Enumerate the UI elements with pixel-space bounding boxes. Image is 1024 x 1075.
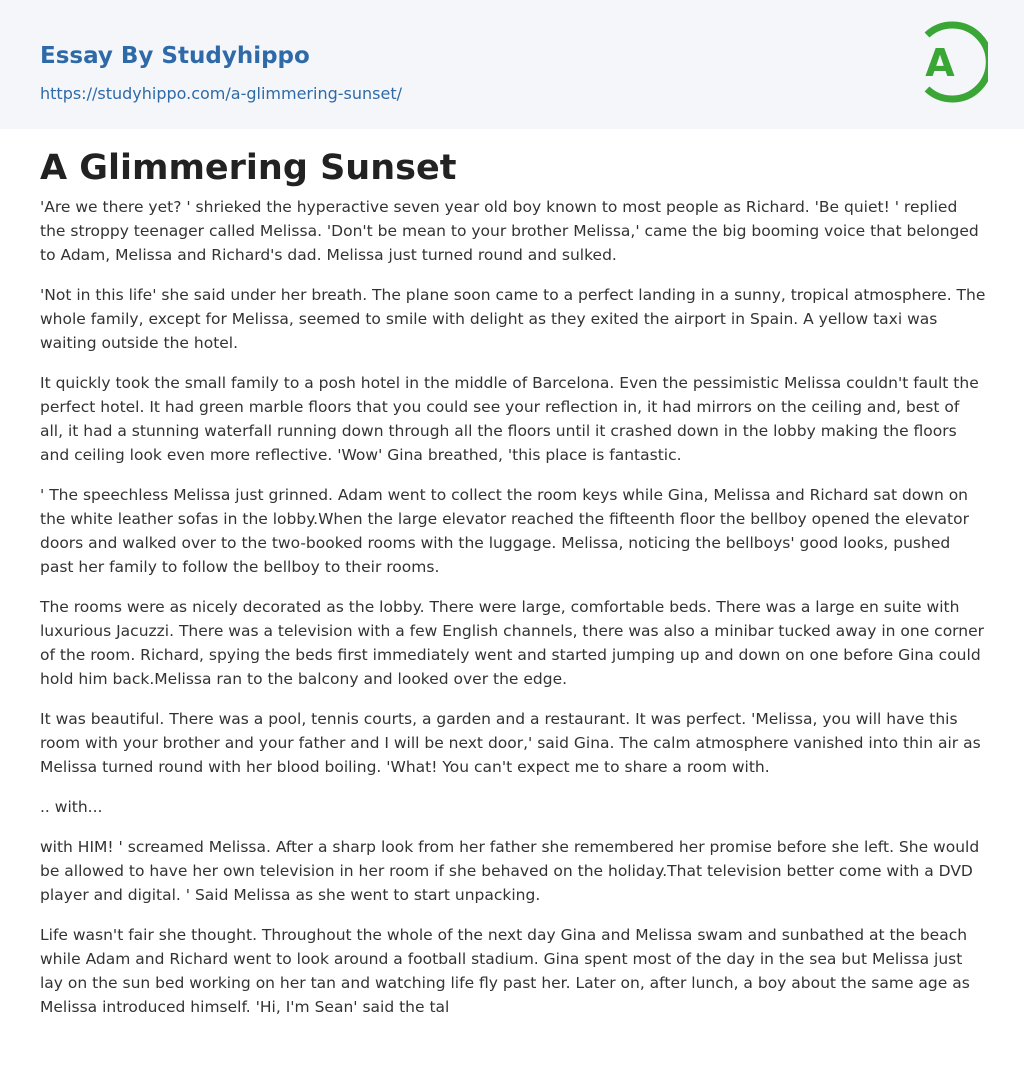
article-paragraph: It was beautiful. There was a pool, tennis courts, a garden and a restaurant. It was perfect. 'Melissa, you will have this room with your brother and your father and I will be next door,' said Gina. The calm atmosphere vanished into thin air as Melissa turned round with her blood boiling. 'What! You can't expect me to share a room with. <box>40 710 981 776</box>
article-title: A Glimmering Sunset <box>40 148 457 188</box>
article-paragraph: ' The speechless Melissa just grinned. Adam went to collect the room keys while Gina, Melissa and Richard sat down on the white leather sofas in the lobby.When the large elevator reached the fifteenth floor the bellboy opened the elevator doors and walked over to the two-booked rooms with the luggage. Melissa, noticing the bellboys' good looks, pushed past her family to follow the bellboy to their rooms. <box>40 486 969 576</box>
logo-letter: A <box>925 41 955 85</box>
article-paragraph: The rooms were as nicely decorated as the lobby. There were large, comfortable beds. There was a large en suite with luxurious Jacuzzi. There was a television with a few English channels, there was also a minibar tucked away in one corner of the room. Richard, spying the beds first immediately went and started jumping up and down on one before Gina could hold him back.Melissa ran to the balcony and looked over the edge. <box>40 598 985 688</box>
article-paragraph: .. with... <box>40 798 103 816</box>
site-brand[interactable]: Essay By Studyhippo <box>40 43 310 69</box>
article-paragraph: It quickly took the small family to a posh hotel in the middle of Barcelona. Even the pessimistic Melissa couldn't fault the perfect hotel. It had green marble floors that you could see your reflection in, it had mirrors on the ceiling and, best of all, it had a stunning waterfall running down through all the floors until it crashed down in the lobby making the floors and ceiling look even more reflective. 'Wow' Gina breathed, 'this place is fantastic. <box>40 374 979 464</box>
article-paragraph: 'Not in this life' she said under her breath. The plane soon came to a perfect landing in a sunny, tropical atmosphere. The whole family, except for Melissa, seemed to smile with delight as they exited the airport in Spain. A yellow taxi was waiting outside the hotel. <box>40 286 986 352</box>
article-paragraph: with HIM! ' screamed Melissa. After a sharp look from her father she remembered her promise before she left. She would be allowed to have her own television in her room if she behaved on the holiday.That television better come with a DVD player and digital. ' Said Melissa as she went to start unpacking. <box>40 838 980 904</box>
article-paragraph: 'Are we there yet? ' shrieked the hyperactive seven year old boy known to most people as Richard. 'Be quiet! ' replied the stroppy teenager called Melissa. 'Don't be mean to your brother Melissa,' came the big booming voice that belonged to Adam, Melissa and Richard's dad. Melissa just turned round and sulked. <box>40 198 979 264</box>
site-header <box>0 0 1024 129</box>
article-paragraph: Life wasn't fair she thought. Throughout the whole of the next day Gina and Melissa swam and sunbathed at the beach while Adam and Richard went to look around a football stadium. Gina spent most of the day in the sea but Melissa just lay on the sun bed working on her tan and watching life fly past her. Later on, after lunch, a boy about the same age as Melissa introduced himself. 'Hi, I'm Sean' said the tal <box>40 926 970 1016</box>
article-url-link[interactable]: https://studyhippo.com/a-glimmering-sunset/ <box>40 84 402 103</box>
studyhippo-logo-icon[interactable] <box>912 18 988 106</box>
article-body <box>40 195 986 1035</box>
